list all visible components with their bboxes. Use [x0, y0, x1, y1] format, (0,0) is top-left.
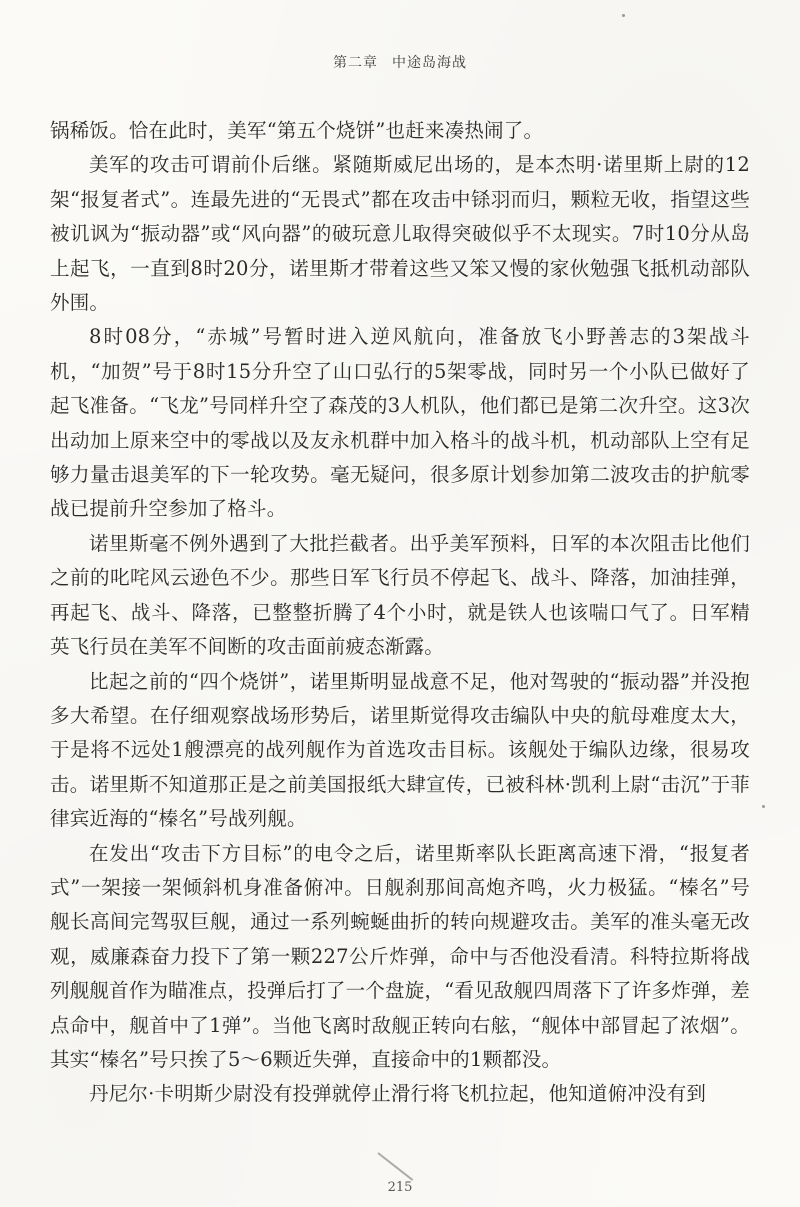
paragraph: 诺里斯毫不例外遇到了大批拦截者。出乎美军预料，日军的本次阻击比他们之前的叱咤风云逊色不少。那些日军飞行员不停起飞、战斗、降落，加油挂弹，再起飞、战斗、降落，已整整折腾了4个小时，就是铁人也该喘口气了。日军精英飞行员在美军不间断的攻击面前疲态渐露。	[50, 531, 750, 659]
scan-speck	[622, 14, 625, 17]
chapter-title: 中途岛海战	[392, 55, 467, 71]
paragraph: 8时08分，“赤城”号暂时进入逆风航向，准备放飞小野善志的3架战斗机，“加贺”号于8时15分升空了山口弘行的5架零战，同时另一个小队已做好了起飞准备。“飞龙”号同样升空了森茂的3人机队，他们都已是第二次升空。这3次出动加上原来空中的零战以及友永机群中加入格斗的战斗机，机动部队上空有足够力量击退美军的下一轮攻势。毫无疑问，很多原计划参加第二波攻击的护航零战已提前升空参加了格斗。	[50, 325, 750, 521]
chapter-label: 第二章	[333, 55, 378, 71]
scan-mark	[377, 1152, 413, 1181]
paragraph: 丹尼尔·卡明斯少尉没有投弹就停止滑行将飞机拉起，他知道俯冲没有到	[89, 1082, 707, 1106]
running-head	[0, 52, 800, 72]
paragraph: 在发出“攻击下方目标”的电令之后，诺里斯率队长距离高速下滑，“报复者式”一架接一架倾斜机身准备俯冲。日舰刹那间高炮齐鸣，火力极猛。“榛名”号舰长高间完驾驭巨舰，通过一系列蜿蜒曲折的转向规避攻击。美军的准头毫无改观，威廉森奋力投下了第一颗227公斤炸弹，命中与否他没看清。科特拉斯将战列舰舰首作为瞄准点，投弹后打了一个盘旋，“看见敌舰四周落下了许多炸弹，差点命中，舰首中了1弹”。当他飞离时敌舰正转向右舷，“舰体中部冒起了浓烟”。其实“榛名”号只挨了5～6颗近失弹，直接命中的1颗都没。	[50, 841, 750, 1071]
paragraph: 美军的攻击可谓前仆后继。紧随斯威尼出场的，是本杰明·诺里斯上尉的12架“报复者式”。连最先进的“无畏式”都在攻击中铩羽而归，颗粒无收，指望这些被讥讽为“振动器”或“风向器”的破玩意儿取得突破似乎不太现实。7时10分从岛上起飞，一直到8时20分，诺里斯才带着这些又笨又慢的家伙勉强飞抵机动部队外围。	[50, 153, 750, 315]
paragraph: 比起之前的“四个烧饼”，诺里斯明显战意不足，他对驾驶的“振动器”并没抱多大希望。在仔细观察战场形势后，诺里斯觉得攻击编队中央的航母难度太大，于是将不远处1艘漂亮的战列舰作为首选攻击目标。该舰处于编队边缘，很易攻击。诺里斯不知道那正是之前美国报纸大肆宣传，已被科林·凯利上尉“击沉”于菲律宾近海的“榛名”号战列舰。	[50, 669, 750, 831]
body-text	[50, 114, 750, 1112]
paragraph-continued: 锅稀饭。恰在此时，美军“第五个烧饼”也赶来凑热闹了。	[50, 119, 544, 142]
scan-speck	[762, 805, 765, 808]
page-number: 215	[387, 1180, 413, 1195]
